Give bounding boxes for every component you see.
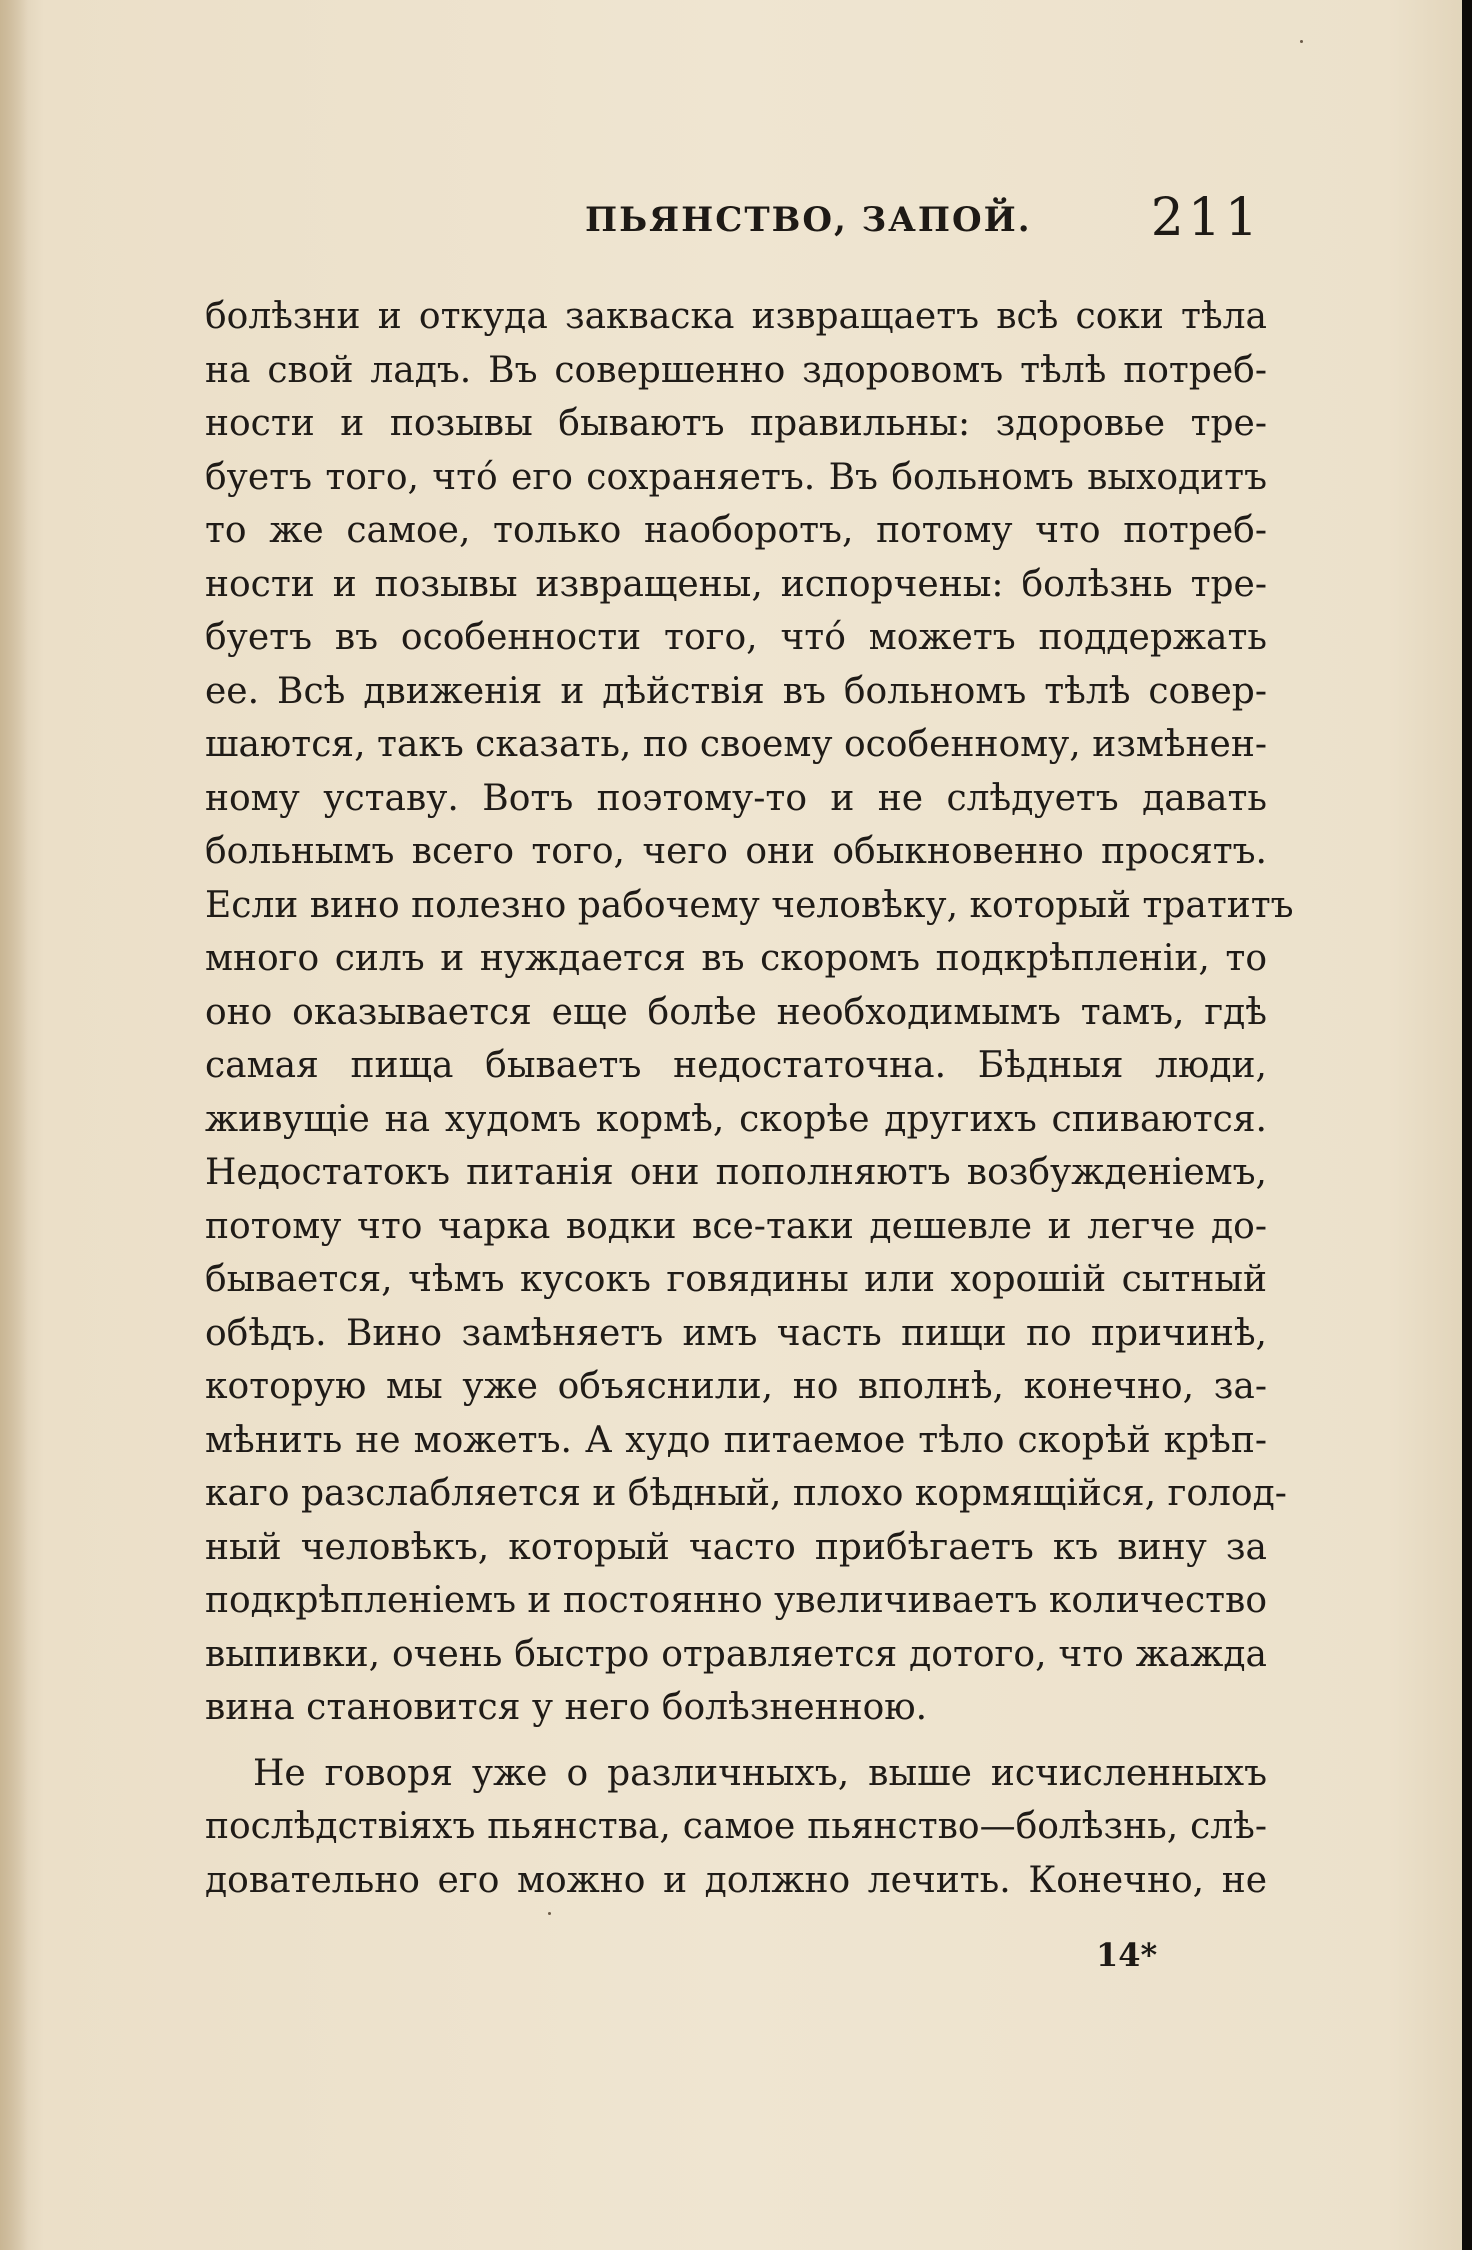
paragraph bbox=[205, 1747, 1267, 1908]
text-line: послѣдствіяхъ пьянства, самое пьянство—болѣзнь, слѣ- bbox=[205, 1806, 1267, 1847]
paper-speck bbox=[1300, 40, 1303, 43]
text-line: довательно его можно и должно лечить. Конечно, не bbox=[205, 1859, 1267, 1901]
body-text bbox=[205, 290, 1294, 1907]
text-line: ности и позывы бываютъ правильны: здоровье тре- bbox=[205, 403, 1267, 444]
text-line: буетъ того, чтó его сохраняетъ. Въ больномъ выходитъ bbox=[205, 456, 1267, 498]
text-line: много силъ и нуждается въ скоромъ подкрѣпленіи, то bbox=[205, 938, 1267, 979]
text-line: шаются, такъ сказать, по своему особенному, измѣнен- bbox=[205, 724, 1267, 765]
text-line: бывается, чѣмъ кусокъ говядины или хорошій сытный bbox=[205, 1259, 1267, 1300]
text-line: ный человѣкъ, который часто прибѣгаетъ къ вину за bbox=[205, 1526, 1267, 1568]
text-line: Недостатокъ питанія они пополняютъ возбужденіемъ, bbox=[205, 1152, 1267, 1193]
text-line: обѣдъ. Вино замѣняетъ имъ часть пищи по причинѣ, bbox=[205, 1312, 1267, 1354]
text-line: буетъ въ особенности того, чтó можетъ поддержать bbox=[205, 617, 1267, 658]
text-line: вина становится у него болѣзненною. bbox=[205, 1687, 928, 1728]
signature-mark: 14* bbox=[1096, 1936, 1158, 1974]
text-line: живущіе на худомъ кормѣ, скорѣе другихъ спиваются. bbox=[205, 1098, 1267, 1140]
text-line: которую мы уже объяснили, но вполнѣ, конечно, за- bbox=[205, 1366, 1267, 1407]
text-line: Не говоря уже о различныхъ, выше исчисленныхъ bbox=[253, 1752, 1267, 1794]
paragraph-gap bbox=[205, 1735, 1267, 1747]
text-line: ности и позывы извращены, испорчены: болѣзнь тре- bbox=[205, 563, 1267, 605]
running-head bbox=[200, 188, 1262, 258]
text-line: оно оказывается еще болѣе необходимымъ тамъ, гдѣ bbox=[205, 991, 1267, 1033]
text-line: самая пища бываетъ недостаточна. Бѣдныя люди, bbox=[205, 1045, 1267, 1086]
paragraph bbox=[205, 290, 1294, 1735]
paper-speck bbox=[548, 1912, 551, 1915]
text-line: каго разслабляется и бѣдный, плохо кормящійся, голод- bbox=[205, 1473, 1287, 1514]
text-line: то же самое, только наоборотъ, потому что потреб- bbox=[205, 510, 1267, 551]
text-line: мѣнить не можетъ. А худо питаемое тѣло скорѣй крѣп- bbox=[205, 1419, 1267, 1461]
text-line: подкрѣпленіемъ и постоянно увеличиваетъ количество bbox=[205, 1580, 1267, 1621]
text-line: больнымъ всего того, чего они обыкновенно просятъ. bbox=[205, 831, 1267, 872]
text-line: ее. Всѣ движенія и дѣйствія въ больномъ тѣлѣ совер- bbox=[205, 670, 1267, 712]
text-line: потому что чарка водки все-таки дешевле и легче до- bbox=[205, 1205, 1267, 1247]
text-line: ному уставу. Вотъ поэтому-то и не слѣдуетъ давать bbox=[205, 777, 1267, 819]
running-head-title: ПЬЯНСТВО, ЗАПОЙ. bbox=[585, 200, 1032, 240]
text-line: болѣзни и откуда закваска извращаетъ всѣ соки тѣла bbox=[205, 296, 1267, 337]
page-number: 211 bbox=[1150, 188, 1262, 248]
text-line: выпивки, очень быстро отравляется дотого, что жажда bbox=[205, 1633, 1267, 1675]
text-line: на свой ладъ. Въ совершенно здоровомъ тѣлѣ потреб- bbox=[205, 349, 1267, 391]
text-line: Если вино полезно рабочему человѣку, который тратитъ bbox=[205, 884, 1294, 926]
